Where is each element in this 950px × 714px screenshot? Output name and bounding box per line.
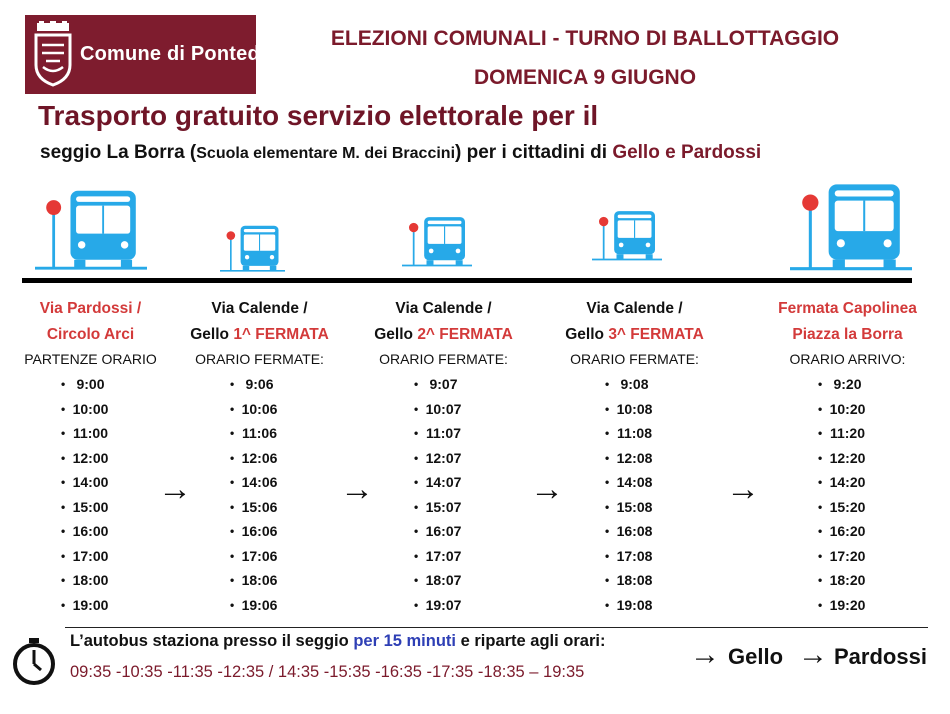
bullet-icon: •	[605, 597, 610, 612]
time-value: 18:08	[616, 572, 653, 588]
time-value: 18:00	[72, 572, 109, 588]
bullet-icon: •	[414, 548, 419, 563]
bullet-icon: •	[230, 499, 235, 514]
bullet-icon: •	[414, 377, 419, 391]
time-value: 15:00	[72, 498, 109, 515]
arrow-right-icon: →	[340, 470, 374, 508]
bullet-icon: •	[605, 524, 610, 538]
time-value: 12:20	[829, 449, 866, 466]
time-value: 11:07	[425, 425, 462, 441]
subtitle-part-3: ) per i cittadini di	[455, 142, 613, 163]
subtitle-school: Scuola elementare M. dei Braccini	[196, 145, 456, 162]
time-value: 9:00	[76, 376, 105, 392]
bullet-icon: •	[818, 450, 823, 465]
bullet-icon: •	[818, 499, 823, 514]
bullet-icon: •	[605, 475, 610, 489]
time-value: 19:00	[72, 596, 109, 613]
time-value: 14:07	[425, 474, 462, 490]
arrow-right-icon: →	[690, 638, 720, 671]
bullet-icon: •	[61, 401, 66, 416]
time-value: 11:08	[616, 425, 653, 441]
time-item	[356, 568, 531, 593]
time-item	[760, 470, 935, 495]
time-item	[356, 519, 531, 544]
stop-place: Gello	[374, 326, 418, 343]
stop-column-gello-1	[172, 296, 347, 617]
time-item	[3, 421, 178, 446]
time-value: 17:00	[72, 547, 109, 564]
time-list	[547, 372, 722, 617]
header-line-1: ELEZIONI COMUNALI - TURNO DI BALLOTTAGGIO	[330, 27, 840, 50]
time-value: 15:08	[616, 498, 653, 515]
time-item	[356, 397, 531, 422]
bus-stop-icon	[220, 222, 285, 274]
bullet-icon: •	[61, 450, 66, 465]
time-item	[547, 421, 722, 446]
footer-note	[70, 632, 605, 651]
bullet-icon: •	[230, 450, 235, 465]
page-title: Trasporto gratuito servizio elettorale per il	[38, 100, 599, 131]
time-item	[356, 446, 531, 471]
bullet-icon: •	[61, 475, 66, 489]
stop-number: 1^ FERMATA	[233, 326, 329, 343]
bus-stop-icon	[592, 207, 662, 263]
time-item	[172, 372, 347, 397]
bullet-icon: •	[61, 524, 66, 538]
bullet-icon: •	[605, 426, 610, 440]
time-list	[356, 372, 531, 617]
bullet-icon: •	[818, 426, 823, 440]
time-value: 9:06	[245, 376, 274, 392]
time-item	[760, 593, 935, 618]
time-value: 10:08	[616, 400, 653, 417]
time-item	[3, 568, 178, 593]
time-item	[172, 544, 347, 569]
time-list	[3, 372, 178, 617]
bullet-icon: •	[230, 548, 235, 563]
stop-name-line-2	[547, 322, 722, 348]
time-value: 10:07	[425, 400, 462, 417]
bullet-icon: •	[61, 548, 66, 563]
arrow-right-icon: →	[158, 470, 192, 508]
time-item	[172, 593, 347, 618]
time-item	[356, 421, 531, 446]
time-value: 17:20	[829, 547, 866, 564]
time-item	[760, 421, 935, 446]
bullet-icon: •	[605, 548, 610, 563]
time-item	[356, 593, 531, 618]
bus-stop-icon	[402, 213, 472, 269]
arrow-right-icon: →	[530, 470, 564, 508]
bullet-icon: •	[818, 475, 823, 489]
time-item	[3, 470, 178, 495]
bullet-icon: •	[818, 377, 823, 391]
time-item	[172, 470, 347, 495]
time-item	[547, 470, 722, 495]
time-value: 16:06	[241, 523, 278, 539]
time-value: 9:07	[429, 376, 458, 392]
bus-stop-icon	[35, 184, 147, 274]
time-item	[547, 446, 722, 471]
bus-stop-icon	[790, 180, 912, 272]
bullet-icon: •	[230, 426, 235, 440]
time-item	[3, 544, 178, 569]
time-item	[547, 519, 722, 544]
time-value: 15:06	[241, 498, 278, 515]
time-value: 12:07	[425, 449, 462, 466]
time-item	[547, 544, 722, 569]
time-item	[3, 446, 178, 471]
bullet-icon: •	[818, 524, 823, 538]
subtitle-part-1: seggio La Borra (	[40, 142, 197, 163]
bullet-icon: •	[605, 573, 610, 587]
time-item	[3, 519, 178, 544]
time-item	[760, 372, 935, 397]
time-item	[547, 495, 722, 520]
bullet-icon: •	[61, 426, 66, 440]
stop-name-line-1: Fermata Capolinea	[778, 300, 917, 317]
coat-of-arms-icon	[33, 21, 73, 87]
schedule-label: ORARIO ARRIVO:	[789, 351, 906, 367]
destination-gello: Gello	[728, 644, 784, 669]
bullet-icon: •	[230, 377, 235, 391]
stop-number: 3^ FERMATA	[608, 326, 704, 343]
bullet-icon: •	[414, 597, 419, 612]
arrow-right-icon: →	[798, 638, 828, 671]
time-item	[760, 568, 935, 593]
time-value: 9:08	[620, 376, 649, 392]
time-value: 16:07	[425, 523, 462, 539]
stop-column-pardossi	[3, 296, 178, 617]
subtitle-places: Gello e Pardossi	[612, 142, 762, 163]
time-item	[356, 495, 531, 520]
time-item	[172, 519, 347, 544]
municipality-name: Comune di Pontedera	[80, 43, 291, 65]
time-value: 12:08	[616, 449, 653, 466]
time-value: 16:20	[829, 523, 866, 539]
footer-note-duration: per 15 minuti	[353, 632, 457, 650]
time-item	[172, 495, 347, 520]
time-item	[760, 397, 935, 422]
time-value: 17:06	[241, 547, 278, 564]
time-value: 11:00	[72, 425, 109, 441]
stop-number: 2^ FERMATA	[417, 326, 513, 343]
stop-name-line-1: Via Calende /	[395, 300, 492, 317]
bullet-icon: •	[414, 499, 419, 514]
time-value: 19:07	[425, 596, 462, 613]
time-value: 19:06	[241, 596, 278, 613]
time-value: 9:20	[833, 376, 862, 392]
bullet-icon: •	[230, 573, 235, 587]
bullet-icon: •	[818, 401, 823, 416]
stop-name-line-2	[356, 322, 531, 348]
time-item	[172, 421, 347, 446]
time-value: 16:08	[616, 523, 653, 539]
time-item	[3, 593, 178, 618]
bullet-icon: •	[818, 573, 823, 587]
stop-column-capolinea	[760, 296, 935, 617]
stop-column-gello-3	[547, 296, 722, 617]
schedule-label: PARTENZE ORARIO	[24, 351, 157, 367]
time-value: 14:08	[616, 474, 653, 490]
time-item	[3, 397, 178, 422]
stop-place: Gello	[190, 326, 234, 343]
bullet-icon: •	[414, 426, 419, 440]
stop-place: Gello	[565, 326, 609, 343]
stop-name-line-2: Piazza la Borra	[792, 326, 903, 343]
bullet-icon: •	[818, 548, 823, 563]
route-line	[22, 278, 912, 283]
time-item	[760, 446, 935, 471]
stop-name-line-2: Circolo Arci	[46, 326, 135, 343]
bullet-icon: •	[230, 524, 235, 538]
time-item	[356, 544, 531, 569]
time-list	[172, 372, 347, 617]
bullet-icon: •	[230, 475, 235, 489]
bullet-icon: •	[414, 573, 419, 587]
time-list	[760, 372, 935, 617]
bullet-icon: •	[414, 524, 419, 538]
time-item	[172, 568, 347, 593]
arrow-right-icon: →	[726, 470, 760, 508]
bullet-icon: •	[818, 597, 823, 612]
stop-column-gello-2	[356, 296, 531, 617]
bullet-icon: •	[605, 499, 610, 514]
bullet-icon: •	[414, 475, 419, 489]
footer-note-c: e riparte agli orari:	[456, 632, 606, 650]
time-value: 15:07	[425, 498, 462, 515]
time-item	[356, 372, 531, 397]
time-value: 18:07	[425, 572, 462, 588]
return-times: 09:35 -10:35 -11:35 -12:35 / 14:35 -15:35 -16:35 -17:35 -18:35 – 19:35	[70, 663, 585, 681]
footer-note-a: L’autobus staziona presso il seggio	[70, 632, 354, 650]
schedule-label: ORARIO FERMATE:	[379, 351, 508, 367]
bullet-icon: •	[61, 597, 66, 612]
bullet-icon: •	[61, 573, 66, 587]
municipality-logo	[25, 15, 291, 94]
stopwatch-icon	[10, 637, 58, 685]
time-value: 17:08	[616, 547, 653, 564]
time-value: 14:00	[72, 474, 109, 490]
time-value: 11:06	[241, 425, 278, 441]
footer-divider	[65, 627, 928, 628]
bullet-icon: •	[230, 401, 235, 416]
time-item	[3, 372, 178, 397]
stop-name-line-2	[172, 322, 347, 348]
time-value: 16:00	[72, 523, 109, 539]
time-value: 10:20	[829, 400, 866, 417]
time-value: 12:00	[72, 449, 109, 466]
stop-name-line-1: Via Calende /	[586, 300, 683, 317]
time-value: 14:06	[241, 474, 278, 490]
time-item	[547, 372, 722, 397]
time-value: 17:07	[425, 547, 462, 564]
time-item	[760, 495, 935, 520]
time-item	[547, 593, 722, 618]
bullet-icon: •	[61, 499, 66, 514]
bullet-icon: •	[61, 377, 66, 391]
time-value: 15:20	[829, 498, 866, 515]
time-value: 18:20	[829, 572, 866, 588]
bullet-icon: •	[230, 597, 235, 612]
time-value: 10:06	[241, 400, 278, 417]
time-value: 12:06	[241, 449, 278, 466]
time-item	[760, 519, 935, 544]
page-subtitle	[40, 142, 761, 164]
bullet-icon: •	[414, 450, 419, 465]
time-item	[3, 495, 178, 520]
time-item	[760, 544, 935, 569]
time-value: 19:20	[829, 596, 866, 613]
bullet-icon: •	[414, 401, 419, 416]
time-item	[172, 446, 347, 471]
time-value: 19:08	[616, 596, 653, 613]
time-value: 14:20	[829, 474, 866, 490]
bullet-icon: •	[605, 377, 610, 391]
stop-name-line-1: Via Calende /	[211, 300, 308, 317]
schedule-label: ORARIO FERMATE:	[570, 351, 699, 367]
time-item	[356, 470, 531, 495]
header-line-2: DOMENICA 9 GIUGNO	[473, 66, 697, 89]
bullet-icon: •	[605, 450, 610, 465]
time-item	[547, 568, 722, 593]
bullet-icon: •	[605, 401, 610, 416]
stop-name-line-1: Via Pardossi /	[39, 300, 142, 317]
destination-pardossi: Pardossi	[834, 644, 927, 669]
time-value: 18:06	[241, 572, 278, 588]
time-item	[547, 397, 722, 422]
time-value: 10:00	[72, 400, 109, 417]
time-value: 11:20	[829, 425, 866, 441]
schedule-label: ORARIO FERMATE:	[195, 351, 324, 367]
time-item	[172, 397, 347, 422]
